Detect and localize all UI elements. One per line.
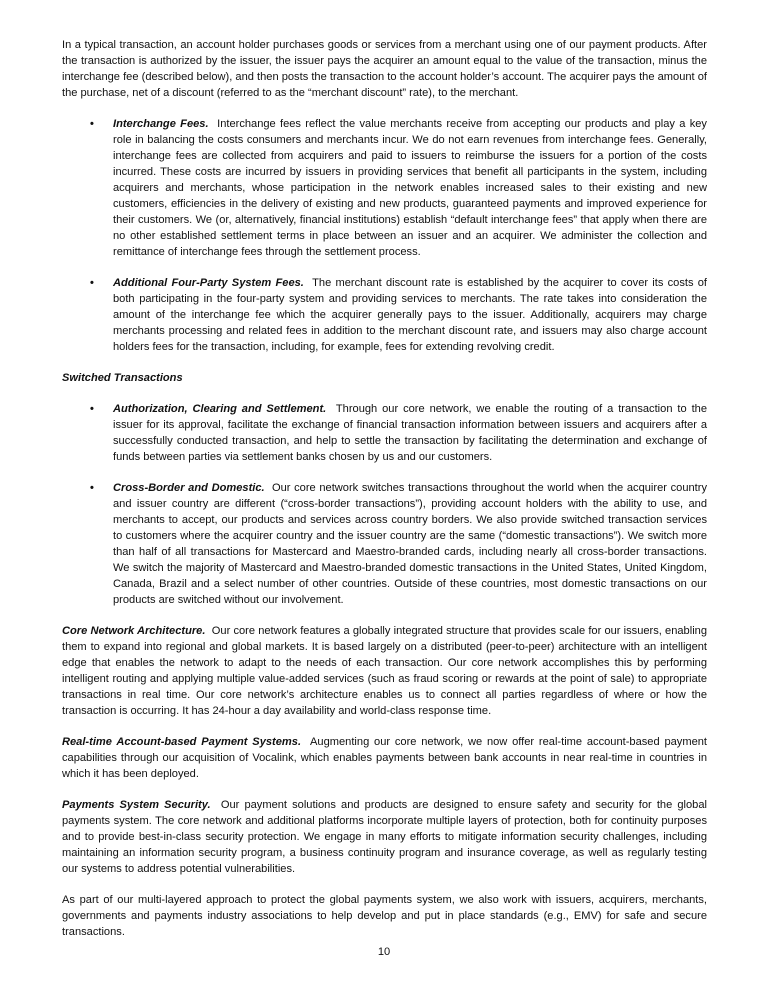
bullet-title: Authorization, Clearing and Settlement. (113, 403, 327, 415)
bullet-text: Our core network switches transactions throughout the world when the acquirer country and issuer country are different (“cross-border transactions”), providing account holders with the ability to use, and merchants to accept, our products and services across country borders. We also provide switched transaction services to customers where the acquirer country and the issuer country are the same (“domestic transactions”). We switch more than half of all transactions for Mastercard and Maestro-branded cards, including nearly all cross-border transactions. We switch the majority of Mastercard and Maestro-branded domestic transactions in the United States, United Kingdom, Canada, Brazil and a select number of other countries. Outside of these countries, most domestic transactions on our products are switched without our involvement. (113, 482, 707, 606)
bullet-icon: • (90, 118, 94, 130)
switched-bullet-list (62, 401, 707, 608)
bullet-text: Interchange fees reflect the value merchants receive from accepting our products and play a key role in balancing the costs consumers and merchants incur. We do not earn revenues from interchange fees. Generally, interchange fees are collected from acquirers and paid to issuers to reimburse the issuers for a portion of the costs incurred. These costs are incurred by issuers in providing services that benefit all participants in the system, including acquirers and merchants, whose participation in the network enables increased sales to their existing and new customers, efficiencies in the delivery of existing and new products, guaranteed payments and improved experience for their customers. We (or, alternatively, financial institutions) establish “default interchange fees” that apply when there are no other established settlement terms in place between an issuer and an acquirer. We administer the collection and remittance of interchange fees through the settlement process. (113, 118, 707, 258)
paragraph-title: Core Network Architecture. (62, 625, 206, 637)
paragraph-text: Our payment solutions and products are designed to ensure safety and security for the global payments system. The core network and additional platforms incorporate multiple layers of protection, both for continuity purposes and to provide best-in-class security protection. We engage in many efforts to mitigate information security challenges, including maintaining an information security program, a business continuity program and insurance coverage, as well as regularly testing our systems to address potential vulnerabilities. (62, 799, 707, 875)
paragraph-text: Our core network features a globally integrated structure that provides scale for our issuers, enabling them to expand into regional and global markets. It is based largely on a distributed (peer-to-peer) architecture with an intelligent edge that enables the network to adapt to the needs of each transaction. Our core network accomplishes this by performing intelligent routing and applying multiple value-added services (such as fraud scoring or rewards at the point of sale) to appropriate transactions in real time. Our core network’s architecture enables us to connect all parties regardless of where or how the transaction is occurring. It has 24-hour a day availability and world-class response time. (62, 625, 707, 717)
bullet-text: Through our core network, we enable the routing of a transaction to the issuer for its approval, facilitate the exchange of financial transaction information between issuers and acquirers after a successfully conducted transaction, and help to settle the transaction by facilitating the determination and exchange of funds between parties via settlement banks chosen by us and our customers. (113, 403, 708, 463)
paragraph-security (62, 797, 707, 877)
bullet-interchange-fees (90, 116, 707, 260)
paragraph-title: Real-time Account-based Payment Systems. (62, 736, 302, 748)
page-number: 10 (377, 946, 391, 958)
bullet-text: The merchant discount rate is established by the acquirer to cover its costs of both participating in the four-party system and providing services to merchants. The rate takes into consideration the amount of the interchange fee which the acquirer generally pays to the issuer. Additionally, acquirers may charge merchants processing and related fees in addition to the merchant discount rate, and issuers may also charge account holders fees for the transaction, including, for example, fees for extending revolving credit. (113, 277, 708, 353)
bullet-title: Cross-Border and Domestic. (113, 482, 265, 494)
paragraph-real-time (62, 734, 707, 782)
bullet-title: Interchange Fees. (113, 118, 209, 130)
bullet-authorization (90, 401, 708, 465)
fee-bullet-list (62, 116, 707, 355)
bullet-icon: • (90, 277, 94, 289)
paragraph-title: Payments System Security. (62, 799, 211, 811)
closing-paragraph: As part of our multi-layered approach to protect the global payments system, we also work with issuers, acquirers, merchants, governments and payments industry associations to help develop and put in place standards (e.g., EMV) for safe and secure transactions. (62, 894, 707, 938)
bullet-four-party-fees (90, 275, 708, 355)
bullet-title: Additional Four-Party System Fees. (113, 277, 304, 289)
paragraph-core-network (62, 623, 707, 719)
paragraph-text: Augmenting our core network, we now offer real-time account-based payment capabilities through our acquisition of Vocalink, which enables payments between bank accounts in near real-time in countries in which it has been deployed. (62, 736, 707, 780)
bullet-cross-border (90, 480, 707, 608)
intro-paragraph: In a typical transaction, an account holder purchases goods or services from a merchant using one of our payment products. After the transaction is authorized by the issuer, the issuer pays the acquirer an amount equal to the value of the transaction, minus the interchange fee (described below), and then posts the transaction to the account holder’s account. The acquirer pays the amount of the purchase, net of a discount (referred to as the “merchant discount” rate), to the merchant. (62, 39, 707, 99)
bullet-icon: • (90, 482, 94, 494)
section-heading-switched: Switched Transactions (62, 372, 183, 384)
bullet-icon: • (90, 403, 94, 415)
document-page (62, 37, 707, 955)
